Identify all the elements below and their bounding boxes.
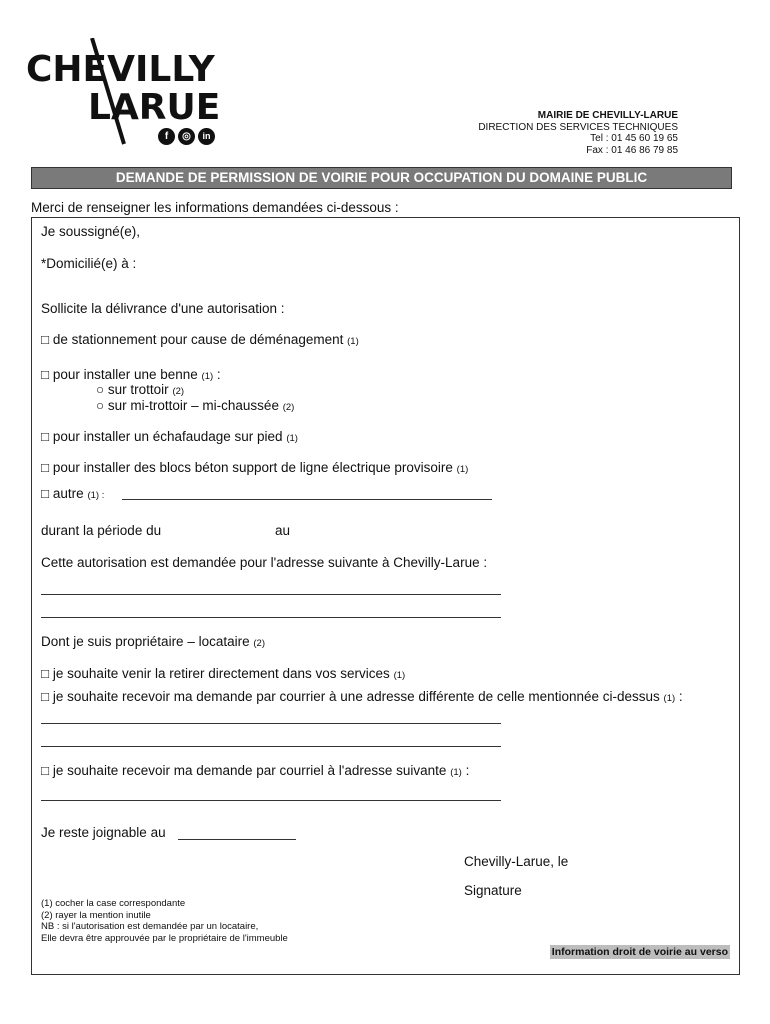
colon: : (675, 689, 683, 704)
option-mi-trottoir[interactable] (96, 398, 294, 413)
courrier-label: □ je souhaite recevoir ma demande par courrier à une adresse différente de celle mentionnée ci-dessus (41, 689, 660, 704)
soussigne-label: Je soussigné(e), (41, 224, 141, 239)
colon: : (461, 763, 470, 778)
option-echafaudage-label: □ pour installer un échafaudage sur pied (41, 429, 283, 444)
facebook-icon: f (158, 128, 175, 145)
footnote-ref: (1) : (87, 490, 105, 501)
intro-text: Merci de renseigner les informations demandées ci-dessous : (31, 200, 399, 215)
footnote-ref: (1) (286, 433, 298, 444)
footnote-ref: (1) (450, 767, 462, 778)
footnotes (41, 898, 288, 944)
footnote-ref: (1) (393, 670, 406, 681)
courriel-input-line[interactable] (41, 800, 501, 801)
linkedin-icon: in (198, 128, 215, 145)
telephone: Tel : 01 45 60 19 65 (590, 133, 678, 144)
option-echafaudage[interactable] (41, 429, 298, 444)
periode-au-label: au (275, 523, 291, 538)
instagram-icon: ◎ (178, 128, 195, 145)
footnote-ref: (1) (347, 336, 359, 347)
footnote-ref: (2) (282, 402, 295, 413)
verso-info-label: Information droit de voirie au verso (551, 946, 728, 958)
footnote-ref: (2) (253, 638, 265, 649)
option-retirer-services[interactable] (41, 666, 405, 681)
form-box (31, 217, 740, 975)
sur-trottoir-label: ○ sur trottoir (96, 382, 169, 397)
adresse-label: Cette autorisation est demandée pour l'adresse suivante à Chevilly-Larue : (41, 555, 488, 570)
colon: : (213, 367, 221, 382)
form-title: DEMANDE DE PERMISSION DE VOIRIE POUR OCCUPATION DU DOMAINE PUBLIC (31, 167, 732, 189)
footnote-2: (2) rayer la mention inutile (41, 909, 151, 921)
signature-label: Signature (464, 883, 522, 898)
fax: Fax : 01 46 86 79 85 (586, 144, 678, 156)
proprietaire-locataire (41, 634, 265, 649)
option-autre[interactable] (41, 486, 104, 501)
mairie-name: MAIRIE DE CHEVILLY-LARUE (537, 110, 678, 121)
option-blocs-label: □ pour installer des blocs béton support de ligne électrique provisoire (41, 460, 453, 475)
option-courriel[interactable] (41, 763, 469, 778)
option-benne-label: □ pour installer une benne (41, 367, 198, 382)
chevilly-larue-logo (26, 38, 226, 148)
adresse-input-line-1[interactable] (41, 594, 501, 595)
sollicite-label: Sollicite la délivrance d'une autorisation : (41, 301, 285, 316)
periode-du-label: durant la période du (41, 523, 162, 538)
courrier-input-line-2[interactable] (41, 746, 501, 747)
retirer-label: □ je souhaite venir la retirer directement dans vos services (41, 666, 390, 681)
option-autre-label: □ autre (41, 486, 84, 501)
autre-input-line[interactable] (122, 499, 492, 500)
mi-trottoir-label: ○ sur mi-trottoir – mi-chaussée (96, 398, 279, 413)
footnote-ref: (2) (172, 386, 185, 397)
joignable-label: Je reste joignable au (41, 825, 166, 840)
lieu-date-label: Chevilly-Larue, le (464, 854, 569, 869)
option-blocs-beton[interactable] (41, 460, 468, 475)
footnote-nb-2: Elle devra être approuvée par le propriétaire de l'immeuble (41, 932, 288, 944)
footnote-ref: (1) (663, 693, 676, 704)
courriel-label: □ je souhaite recevoir ma demande par courriel à l'adresse suivante (41, 763, 447, 778)
logo-slash-mark (90, 38, 126, 146)
option-stationnement-label: □ de stationnement pour cause de déménagement (41, 332, 344, 347)
mairie-address-block (478, 110, 678, 156)
direction-name: DIRECTION DES SERVICES TECHNIQUES (478, 121, 678, 133)
option-sur-trottoir[interactable] (96, 382, 184, 397)
option-courrier[interactable] (41, 689, 683, 704)
option-stationnement[interactable] (41, 332, 359, 347)
proprietaire-label: Dont je suis propriétaire – locataire (41, 634, 250, 649)
footnote-ref: (1) (456, 464, 469, 475)
logo-line1: CHEVILLY (26, 49, 215, 90)
footnote-1: (1) cocher la case correspondante (41, 898, 186, 909)
footnote-nb: NB : si l'autorisation est demandée par un locataire, (41, 921, 259, 932)
logo-line2: LARUE (88, 87, 221, 128)
courrier-input-line-1[interactable] (41, 723, 501, 724)
adresse-input-line-2[interactable] (41, 617, 501, 618)
option-benne[interactable] (41, 367, 221, 382)
domicilie-label: *Domicilié(e) à : (41, 256, 137, 271)
telephone-input-line[interactable] (178, 839, 296, 840)
footnote-ref: (1) (201, 371, 214, 382)
